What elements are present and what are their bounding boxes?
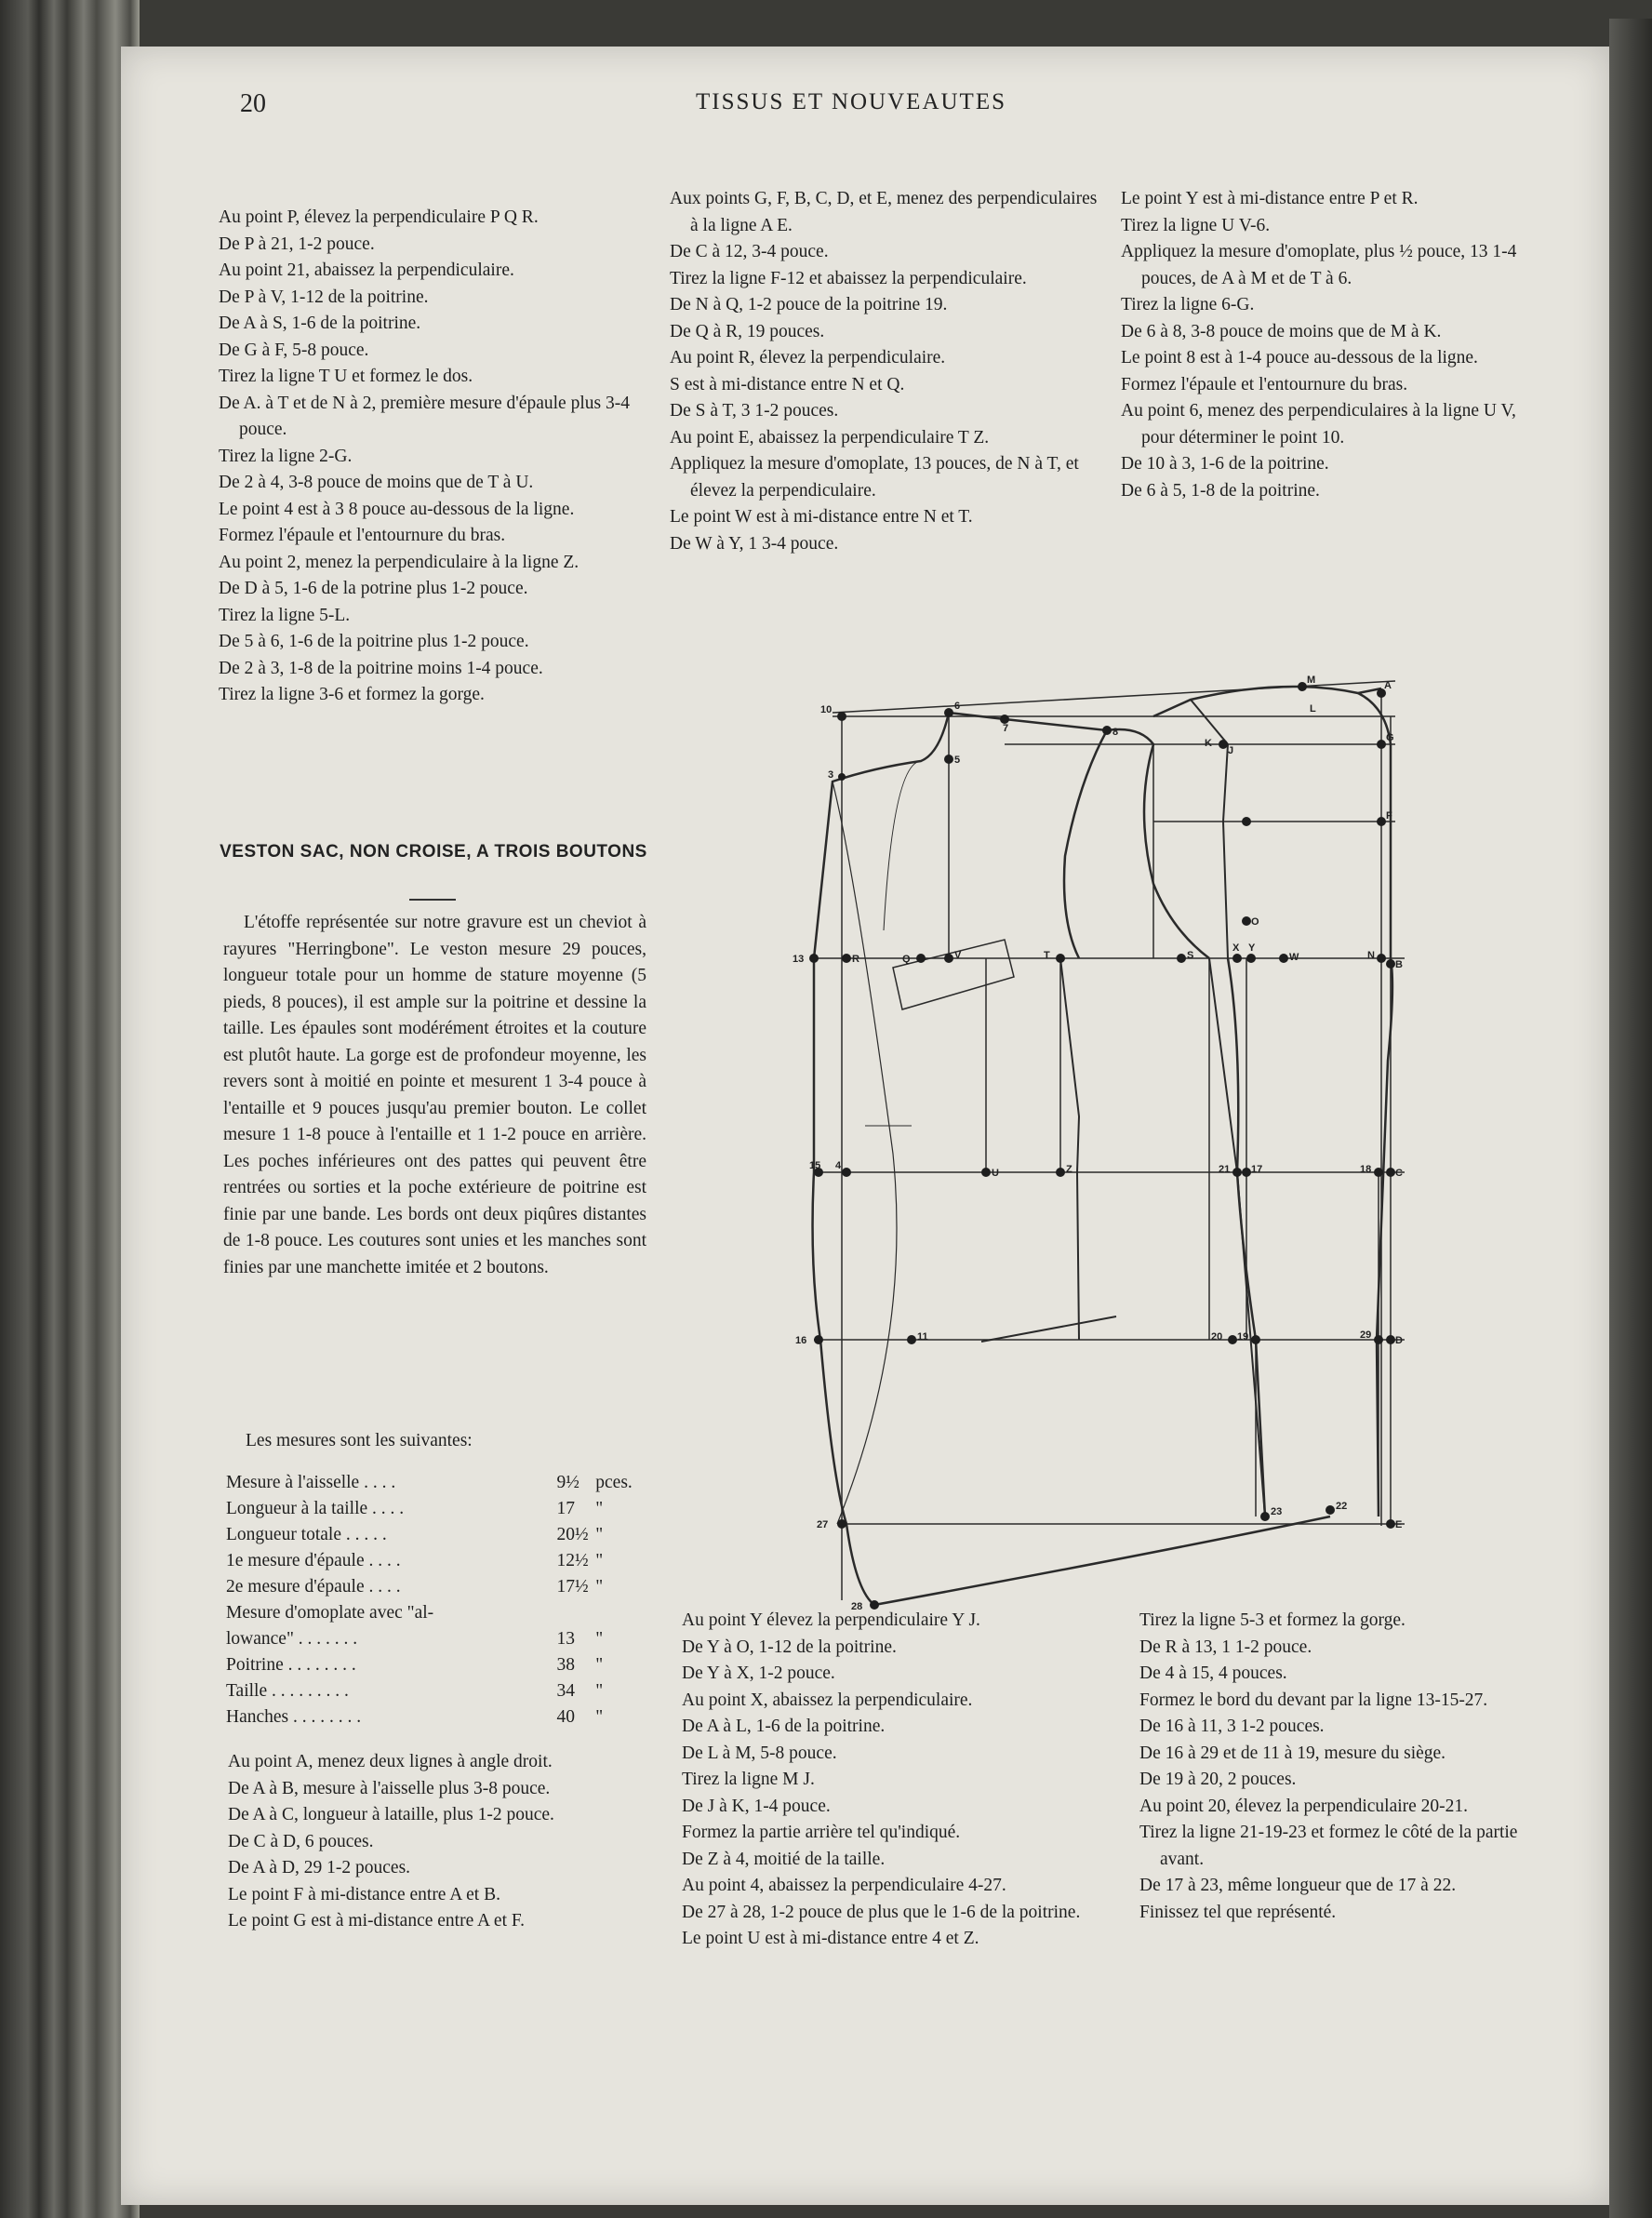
table-row — [226, 1473, 654, 1499]
diagram-label: V — [954, 950, 962, 961]
measures-table — [226, 1473, 654, 1733]
measure-value: 40 — [556, 1707, 575, 1727]
diagram-label: M — [1307, 675, 1316, 686]
measure-value: 9½ — [556, 1473, 580, 1492]
instruction-line: De 19 à 20, 2 pouces. — [1139, 1770, 1297, 1789]
instruction-line: De 5 à 6, 1-6 de la poitrine plus 1-2 pouce. — [219, 632, 529, 651]
table-row — [226, 1577, 654, 1603]
instruction-line: De 27 à 28, 1-2 pouce de plus que le 1-6 de la poitrine. — [682, 1902, 1081, 1922]
instruction-line: Tirez la ligne T U et formez le dos. — [219, 367, 473, 386]
instruction-line: Formez le bord du devant par la ligne 13-15-27. — [1139, 1690, 1488, 1710]
diagram-label: 4 — [835, 1160, 842, 1171]
column-1-bottom-instructions — [228, 1749, 651, 1935]
instruction-line: Tirez la ligne 5-3 et formez la gorge. — [1139, 1610, 1406, 1630]
instruction-line: Au point 21, abaissez la perpendiculaire. — [219, 261, 514, 280]
measures-intro: Les mesures sont les suivantes: — [246, 1431, 473, 1450]
book-page-edges — [0, 0, 140, 2218]
table-row — [226, 1603, 654, 1629]
instruction-line: Au point Y élevez la perpendiculaire Y J. — [682, 1610, 980, 1630]
instruction-line: Aux points G, F, B, C, D, et E, menez des perpendiculaires à la ligne A E. — [670, 189, 1098, 235]
diagram-label: 28 — [851, 1601, 863, 1612]
diagram-label: Q — [902, 954, 911, 965]
diagram-label: D — [1395, 1335, 1403, 1346]
instruction-line: Tirez la ligne M J. — [682, 1770, 815, 1789]
diagram-label: 21 — [1219, 1164, 1231, 1175]
instruction-line: Tirez la ligne 2-G. — [219, 446, 353, 466]
column-2-instructions — [670, 186, 1098, 557]
instruction-line: Le point 8 est à 1-4 pouce au-dessous de la ligne. — [1121, 348, 1478, 367]
instruction-line: De 6 à 5, 1-8 de la poitrine. — [1121, 480, 1320, 501]
diagram-label: R — [852, 954, 859, 965]
table-row — [226, 1655, 654, 1681]
instruction-line: De Y à X, 1-2 pouce. — [682, 1664, 835, 1683]
instruction-line: Le point G est à mi-distance entre A et F. — [228, 1911, 526, 1931]
instruction-line: Au point X, abaissez la perpendiculaire. — [682, 1690, 973, 1710]
diagram-label: 8 — [1112, 727, 1119, 738]
instruction-line: De 4 à 15, 4 pouces. — [1139, 1664, 1287, 1683]
diagram-label: 6 — [954, 701, 961, 712]
instruction-line: De Q à R, 19 pouces. — [670, 321, 825, 341]
measure-value: 17½ — [556, 1577, 589, 1597]
instruction-line: De J à K, 1-4 pouce. — [682, 1796, 831, 1816]
table-row — [226, 1525, 654, 1551]
diagram-label: W — [1289, 952, 1299, 963]
instruction-line: De 16 à 29 et de 11 à 19, mesure du siège. — [1139, 1743, 1446, 1763]
diagram-label: 17 — [1251, 1164, 1263, 1175]
measure-value — [556, 1603, 595, 1629]
measure-unit: " — [595, 1525, 604, 1544]
instruction-line: De G à F, 5-8 pouce. — [219, 340, 369, 360]
instruction-line: De A à B, mesure à l'aisselle plus 3-8 pouce. — [228, 1778, 551, 1798]
instruction-line: De Z à 4, moitié de la taille. — [682, 1849, 886, 1869]
instruction-line: Le point W est à mi-distance entre N et T. — [670, 507, 973, 527]
diagram-label: 11 — [917, 1331, 928, 1343]
diagram-label: 20 — [1211, 1331, 1223, 1343]
diagram-label: T — [1044, 950, 1050, 961]
diagram-label: 15 — [809, 1160, 821, 1171]
diagram-label: S — [1187, 950, 1194, 961]
running-title: TISSUS ET NOUVEAUTES — [696, 89, 1006, 114]
instruction-line: De 16 à 11, 3 1-2 pouces. — [1139, 1717, 1325, 1736]
diagram-label: U — [992, 1168, 999, 1179]
instruction-line: Finissez tel que représenté. — [1139, 1902, 1337, 1922]
instruction-line: Tirez la ligne F-12 et abaissez la perpendiculaire. — [670, 268, 1027, 288]
instruction-line: De C à 12, 3-4 pouce. — [670, 242, 829, 261]
measure-value: 17 — [556, 1499, 575, 1518]
instruction-line: De A à C, longueur à lataille, plus 1-2 pouce. — [228, 1805, 554, 1824]
pattern-diagram-svg — [781, 675, 1451, 1614]
instruction-line: De L à M, 5-8 pouce. — [682, 1743, 837, 1763]
diagram-label: B — [1395, 959, 1403, 970]
measure-label: Taille . . . . . . . . . — [226, 1681, 349, 1701]
instruction-line: Au point R, élevez la perpendiculaire. — [670, 348, 946, 367]
instruction-line: Au point E, abaissez la perpendiculaire T Z. — [670, 427, 990, 448]
instruction-line: De 17 à 23, même longueur que de 17 à 22. — [1139, 1876, 1457, 1895]
diagram-label: 16 — [795, 1335, 807, 1346]
measure-unit: " — [595, 1629, 604, 1649]
instruction-line: Le point U est à mi-distance entre 4 et Z. — [682, 1929, 979, 1948]
instruction-line: Formez l'épaule et l'entournure du bras. — [219, 526, 506, 545]
diagram-label: 27 — [817, 1519, 829, 1530]
measure-label: Poitrine . . . . . . . . — [226, 1655, 356, 1675]
measure-value: 13 — [556, 1629, 575, 1649]
measure-unit: " — [595, 1577, 604, 1597]
table-row — [226, 1629, 654, 1655]
pattern-diagram — [781, 675, 1451, 1614]
diagram-label: X — [1232, 942, 1240, 954]
measure-unit: " — [595, 1655, 604, 1675]
instruction-line: Au point 4, abaissez la perpendiculaire 4-27. — [682, 1876, 1006, 1895]
measure-unit — [595, 1603, 654, 1629]
measure-label: lowance" . . . . . . . — [226, 1629, 358, 1649]
diagram-label: 7 — [1003, 723, 1009, 734]
diagram-label: 13 — [793, 954, 805, 965]
diagram-label: 18 — [1360, 1164, 1372, 1175]
measure-value: 20½ — [556, 1525, 589, 1544]
diagram-label: A — [1384, 680, 1392, 691]
diagram-label: Y — [1248, 942, 1256, 954]
measure-value: 38 — [556, 1655, 575, 1675]
column-3-bottom-instructions — [1139, 1608, 1539, 1926]
diagram-label: 19 — [1237, 1331, 1249, 1343]
diagram-label: 3 — [828, 769, 834, 781]
instruction-line: Au point 2, menez la perpendiculaire à la ligne Z. — [219, 552, 580, 572]
diagram-label: 22 — [1336, 1501, 1348, 1512]
measure-label: 2e mesure d'épaule . . . . — [226, 1577, 401, 1597]
instruction-line: De 10 à 3, 1-6 de la poitrine. — [1121, 454, 1329, 474]
diagram-label: 10 — [820, 704, 833, 715]
column-3-instructions — [1121, 186, 1549, 504]
page-number: 20 — [240, 89, 266, 118]
instruction-line: De C à D, 6 pouces. — [228, 1831, 374, 1851]
diagram-label: O — [1251, 916, 1259, 928]
measure-value: 12½ — [556, 1551, 589, 1570]
measure-label: Mesure d'omoplate avec "al- — [226, 1603, 434, 1623]
instruction-line: Au point 20, élevez la perpendiculaire 20-21. — [1139, 1796, 1469, 1816]
measure-label: Longueur totale . . . . . — [226, 1525, 387, 1544]
instruction-line: Formez l'épaule et l'entournure du bras. — [1121, 374, 1408, 394]
instruction-line: De S à T, 3 1-2 pouces. — [670, 401, 839, 421]
instruction-line: Tirez la ligne U V-6. — [1121, 215, 1271, 235]
table-row — [226, 1681, 654, 1707]
instruction-line: De P à V, 1-12 de la poitrine. — [219, 287, 429, 307]
diagram-label: E — [1395, 1519, 1403, 1530]
diagram-label: J — [1228, 745, 1234, 756]
instruction-line: De R à 13, 1 1-2 pouce. — [1139, 1637, 1312, 1657]
heading-rule — [409, 899, 456, 901]
instruction-line: Au point 6, menez des perpendiculaires à la ligne U V, pour déterminer le point 10. — [1121, 401, 1516, 448]
diagram-label: C — [1395, 1168, 1403, 1179]
measure-unit: " — [595, 1707, 604, 1727]
instruction-line: De A à D, 29 1-2 pouces. — [228, 1858, 411, 1877]
instruction-line: S est à mi-distance entre N et Q. — [670, 374, 905, 394]
diagram-label: 5 — [954, 755, 961, 766]
instruction-line: Tirez la ligne 3-6 et formez la gorge. — [219, 685, 485, 704]
diagram-label: K — [1205, 738, 1212, 749]
diagram-label: 23 — [1271, 1506, 1283, 1517]
instruction-line: Appliquez la mesure d'omoplate, 13 pouces, de N à T, et élevez la perpendiculaire. — [670, 454, 1079, 501]
section-heading: VESTON SAC, NON CROISE, A TROIS BOUTONS — [220, 842, 647, 862]
table-row — [226, 1551, 654, 1577]
diagram-label: 29 — [1360, 1329, 1372, 1341]
instruction-line: De A à S, 1-6 de la poitrine. — [219, 314, 421, 333]
table-row — [226, 1707, 654, 1733]
instruction-line: De N à Q, 1-2 pouce de la poitrine 19. — [670, 295, 948, 314]
instruction-line: Tirez la ligne 6-G. — [1121, 295, 1255, 314]
instruction-line: De 2 à 4, 3-8 pouce de moins que de T à U. — [219, 473, 534, 492]
diagram-label: G — [1386, 732, 1394, 743]
measure-label: Longueur à la taille . . . . — [226, 1499, 405, 1518]
diagram-label: F — [1386, 810, 1392, 822]
section-body-paragraph: L'étoffe représentée sur notre gravure est un cheviot à rayures "Herringbone". Le veston mesure 29 pouces, longueur totale pour un homme de stature moyenne (5 pieds, 8 pouces), il est ample sur la poitrine et dessine la taille. Les épaules sont modérément étroites et la couture est plutôt haute. La gorge est de profondeur moyenne, les revers sont à moitié en pointe et mesurent 1 3-4 pouce à l'entaille et 9 pouces jusqu'au premier bouton. Le collet mesure 1 1-8 pouce à l'entaille et 1 1-2 pouce en arrière. Les poches inférieures ont des pattes qui peuvent être rentrées ou sorties et la poche extérieure de poitrine est finie par une bande. Les bords ont deux piqûres distantes de 1-8 pouce. Les coutures sont unies et les manches sont finies par une manchette imitée et 2 boutons. — [223, 913, 646, 1277]
instruction-line: Au point P, élevez la perpendiculaire P Q R. — [219, 207, 539, 227]
measure-value: 34 — [556, 1681, 575, 1701]
instruction-line: De P à 21, 1-2 pouce. — [219, 234, 375, 254]
instruction-line: De A. à T et de N à 2, première mesure d'épaule plus 3-4 pouce. — [219, 393, 630, 439]
instruction-line: Appliquez la mesure d'omoplate, plus ½ pouce, 13 1-4 pouces, de A à M et de T à 6. — [1121, 242, 1517, 288]
column-2-bottom-instructions — [682, 1608, 1119, 1953]
diagram-label: L — [1310, 703, 1316, 715]
instruction-line: Au point A, menez deux lignes à angle droit. — [228, 1752, 553, 1771]
instruction-line: De W à Y, 1 3-4 pouce. — [670, 533, 839, 554]
table-row — [226, 1499, 654, 1525]
instruction-line: Tirez la ligne 21-19-23 et formez le côté de la partie avant. — [1139, 1823, 1518, 1869]
instruction-line: De 6 à 8, 3-8 pouce de moins que de M à K. — [1121, 321, 1442, 341]
instruction-line: De Y à O, 1-12 de la poitrine. — [682, 1637, 897, 1657]
diagram-label: N — [1367, 950, 1375, 961]
measure-label: 1e mesure d'épaule . . . . — [226, 1551, 401, 1570]
measure-unit: " — [595, 1551, 604, 1570]
diagram-label: Z — [1066, 1164, 1072, 1175]
instruction-line: Le point Y est à mi-distance entre P et R. — [1121, 189, 1419, 208]
measure-unit: " — [595, 1681, 604, 1701]
measure-label: Hanches . . . . . . . . — [226, 1707, 362, 1727]
instruction-line: Le point 4 est à 3 8 pouce au-dessous de la ligne. — [219, 499, 575, 519]
measure-label: Mesure à l'aisselle . . . . — [226, 1473, 396, 1492]
column-1-instructions — [219, 205, 646, 709]
instruction-line: Tirez la ligne 5-L. — [219, 605, 351, 625]
instruction-line: Le point F à mi-distance entre A et B. — [228, 1884, 500, 1904]
measure-unit: " — [595, 1499, 604, 1518]
instruction-line: Formez la partie arrière tel qu'indiqué. — [682, 1823, 961, 1842]
measure-unit: pces. — [595, 1473, 633, 1492]
instruction-line: De 2 à 3, 1-8 de la poitrine moins 1-4 pouce. — [219, 658, 543, 678]
instruction-line: De D à 5, 1-6 de la potrine plus 1-2 pouce. — [219, 579, 528, 598]
instruction-line: De A à L, 1-6 de la poitrine. — [682, 1717, 886, 1736]
book-right-edge — [1609, 19, 1652, 2218]
